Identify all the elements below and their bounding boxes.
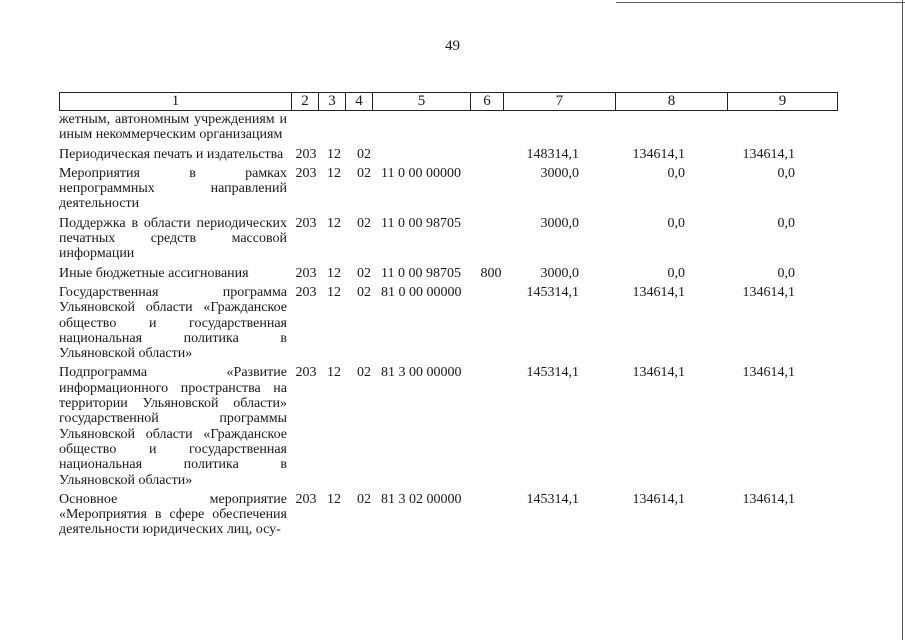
row-name: Основное мероприятие «Мероприятия в сфере обеспечения деятельности юридических лиц, осу- (59, 491, 287, 538)
page-number: 49 (445, 38, 460, 54)
row-amount-3: 0,0 (777, 265, 795, 281)
row-code-section: 12 (327, 284, 341, 300)
row-code-section: 12 (327, 165, 341, 181)
row-code-target: 81 0 00 00000 (381, 284, 462, 300)
table-row (59, 212, 821, 262)
continuation-row (59, 112, 821, 143)
table-row (59, 143, 821, 162)
row-amount-1: 3000,0 (540, 265, 579, 281)
row-amount-1: 148314,1 (526, 146, 579, 162)
row-name: Мероприятия в рамках непрограммных направлений деятельности (59, 165, 287, 212)
scan-edge-top (616, 2, 905, 3)
row-amount-1: 145314,1 (526, 284, 579, 300)
row-amount-2: 0,0 (667, 165, 685, 181)
row-code-subsection: 02 (357, 365, 371, 381)
column-header-9: 9 (728, 93, 838, 111)
row-code-expense-type (473, 143, 509, 162)
column-header-4: 4 (346, 93, 373, 111)
row-amount-3: 0,0 (777, 215, 795, 231)
row-code-expense-type (473, 281, 509, 361)
row-code-subsection: 02 (357, 146, 371, 162)
column-header-6: 6 (471, 93, 504, 111)
row-code-target: 11 0 00 00000 (381, 165, 461, 181)
row-amount-3: 134614,1 (742, 491, 795, 507)
table-row (59, 488, 821, 538)
row-amount-2: 134614,1 (632, 284, 685, 300)
row-code-target: 81 3 02 00000 (381, 491, 462, 507)
row-code-subsection: 02 (357, 491, 371, 507)
row-code-admin: 203 (295, 146, 317, 162)
row-code-subsection: 02 (357, 165, 371, 181)
column-header-7: 7 (504, 93, 616, 111)
row-code-target (381, 143, 473, 162)
row-amount-3: 0,0 (777, 165, 795, 181)
row-code-target: 11 0 00 98705 (381, 215, 461, 231)
row-name: Подпрограмма «Развитие информационного пространства на территории Ульяновской области» государственной программы Ульяновской области «Гражданское общество и государственная национальная политика в Ульяновской области» (59, 365, 287, 488)
row-amount-3: 134614,1 (742, 365, 795, 381)
row-code-section: 12 (327, 265, 341, 281)
row-amount-1: 145314,1 (526, 365, 579, 381)
row-name: Иные бюджетные ассигнования (59, 265, 249, 281)
row-amount-3: 134614,1 (742, 146, 795, 162)
row-amount-2: 134614,1 (632, 491, 685, 507)
row-amount-3: 134614,1 (742, 284, 795, 300)
row-code-section: 12 (327, 215, 341, 231)
row-code-expense-type (473, 212, 509, 262)
column-header-row (59, 92, 838, 111)
row-code-section: 12 (327, 146, 341, 162)
row-code-admin: 203 (295, 215, 317, 231)
row-code-admin: 203 (295, 265, 317, 281)
row-code-admin: 203 (295, 165, 317, 181)
row-code-section: 12 (327, 491, 341, 507)
column-header-3: 3 (319, 93, 346, 111)
row-code-admin: 203 (295, 365, 317, 381)
row-amount-2: 0,0 (667, 215, 685, 231)
row-amount-2: 134614,1 (632, 146, 685, 162)
row-amount-2: 134614,1 (632, 365, 685, 381)
continuation-text: жетным, автономным учреждениям и иным некоммерческим организациям (59, 112, 287, 143)
row-code-subsection: 02 (357, 265, 371, 281)
column-header-8: 8 (616, 93, 728, 111)
table-row (59, 162, 821, 212)
row-code-expense-type: 800 (480, 265, 502, 281)
scan-edge-right (902, 0, 903, 640)
row-amount-1: 145314,1 (526, 491, 579, 507)
row-amount-1: 3000,0 (540, 215, 579, 231)
table-row (59, 281, 821, 361)
row-code-target: 81 3 00 00000 (381, 365, 462, 381)
row-amount-1: 3000,0 (540, 165, 579, 181)
row-code-admin: 203 (295, 284, 317, 300)
row-amount-2: 0,0 (667, 265, 685, 281)
row-name: Поддержка в области периодических печатных средств массовой информации (59, 215, 287, 262)
row-code-subsection: 02 (357, 284, 371, 300)
row-name: Государственная программа Ульяновской области «Гражданское общество и государственная национальная политика в Ульяновской области» (59, 284, 287, 362)
table-row (59, 262, 821, 281)
budget-table (59, 112, 821, 538)
row-code-section: 12 (327, 365, 341, 381)
row-code-subsection: 02 (357, 215, 371, 231)
column-header-1: 1 (60, 93, 292, 111)
column-header-5: 5 (373, 93, 471, 111)
row-code-expense-type (473, 361, 509, 487)
table-row (59, 361, 821, 487)
column-header-2: 2 (292, 93, 319, 111)
row-name: Периодическая печать и издательства (59, 146, 284, 162)
row-code-expense-type (473, 488, 509, 538)
row-code-expense-type (473, 162, 509, 212)
row-code-admin: 203 (295, 491, 317, 507)
row-code-target: 11 0 00 98705 (381, 265, 461, 281)
